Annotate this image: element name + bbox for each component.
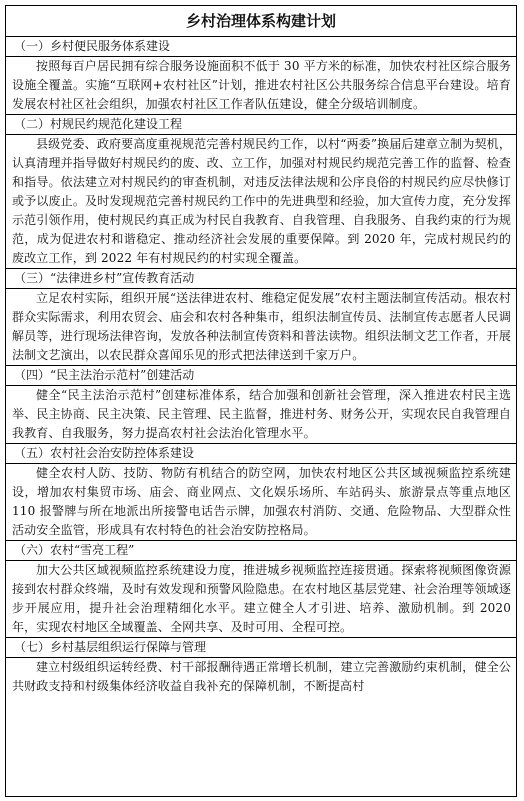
plan-table (5, 5, 517, 797)
section-heading: （二）村规民约规范化建设工程 (6, 115, 516, 135)
section-grassroots-organization (6, 638, 516, 696)
section-village-rules (6, 115, 516, 269)
section-text: 按照每百户居民拥有综合服务设施面积不低于 30 平方米的标准，加快农村社区综合服务设施全覆盖。实施“互联网+农村社区”计划，推进农村社区公共服务综合信息平台建设。培育发展农村社区社会组织，加强农村社区工作者队伍建设，健全分级培训制度。 (12, 59, 511, 111)
section-heading: （一）乡村便民服务体系建设 (6, 37, 516, 57)
section-heading: （五）农村社会治安防控体系建设 (6, 444, 516, 464)
section-text: 县级党委、政府要高度重视规范完善村规民约工作，以村“两委”换届后建章立制为契机，认真清理并指导做好村规民约的废、改、立工作，加强对村规民约规范完善工作的监督、检查和指导。依法建立对村规民约的审查机制，对违反法律法规和公序良俗的村规民约应尽快修订或予以废止。及时发现规范完善村规民约工作中的先进典型和经验，加大宣传力度，充分发挥示范引领作用，使村规民约真正成为村民自我教育、自我管理、自我服务、自我约束的行为规范，成为促进农村和谐稳定、推动经济社会发展的重要保障。到 2020 年，完成村规民约的废改立工作，到 2022 年有村规民约的村实现全覆盖。 (12, 137, 511, 265)
section-sharp-eyes-project (6, 541, 516, 638)
section-heading: （七）乡村基层组织运行保障与管理 (6, 638, 516, 658)
section-democracy-demo-village (6, 366, 516, 444)
section-heading: （四）“民主法治示范村”创建活动 (6, 366, 516, 386)
section-law-to-village (6, 269, 516, 366)
section-rural-service (6, 37, 516, 115)
section-text: 健全农村人防、技防、物防有机结合的防空网，加快农村地区公共区域视频监控系统建设，增加农村集贸市场、庙会、商业网点、文化娱乐场所、车站码头、旅游景点等重点地区 110 报警牌与所在地派出所接警电话告示牌，加强农村消防、交通、危险物品、大型群众性活动安全监管，形成具有农村特色的社会治安防控格局。 (12, 466, 511, 537)
document-title: 乡村治理体系构建计划 (6, 6, 516, 37)
section-text: 加大公共区域视频监控系统建设力度，推进城乡视频监控连接贯通。探索将视频图像资源接到农村群众终端，及时有效发现和预警风险隐患。在农村地区基层党建、社会治理等领域逐步开展应用，提升社会治理精细化水平。建立健全人才引进、培养、激励机制。到 2020 年，实现农村地区全域覆盖、全网共享、及时可用、全程可控。 (12, 563, 511, 634)
section-text: 健全“民主法治示范村”创建标准体系，结合加强和创新社会管理，深入推进农村民主选举、民主协商、民主决策、民主管理、民主监督，推进村务、财务公开，实现农民自我管理自我教育、自我服务，努力提高农村社会法治化管理水平。 (12, 388, 511, 440)
section-text: 立足农村实际，组织开展“送法律进农村、维稳定促发展”农村主题法制宣传活动。根农村群众实际需求，利用农贸会、庙会和农村各种集市，组织法制宣传员、法制宣传志愿者人民调解员等，进行现场法律咨询，发放各种法制宣传资料和普法读物。组织法制文艺工作者，开展法制文艺演出，以农民群众喜闻乐见的形式把法律送到千家万户。 (12, 291, 511, 362)
section-heading: （六）农村“雪亮工程” (6, 541, 516, 561)
section-text: 建立村级组织运转经费、村干部报酬待遇正常增长机制，建立完善激励约束机制，健全公共财政支持和村级集体经济收益自我补充的保障机制，不断提高村 (12, 660, 511, 693)
section-public-security (6, 444, 516, 541)
section-heading: （三）“法律进乡村”宣传教育活动 (6, 269, 516, 289)
